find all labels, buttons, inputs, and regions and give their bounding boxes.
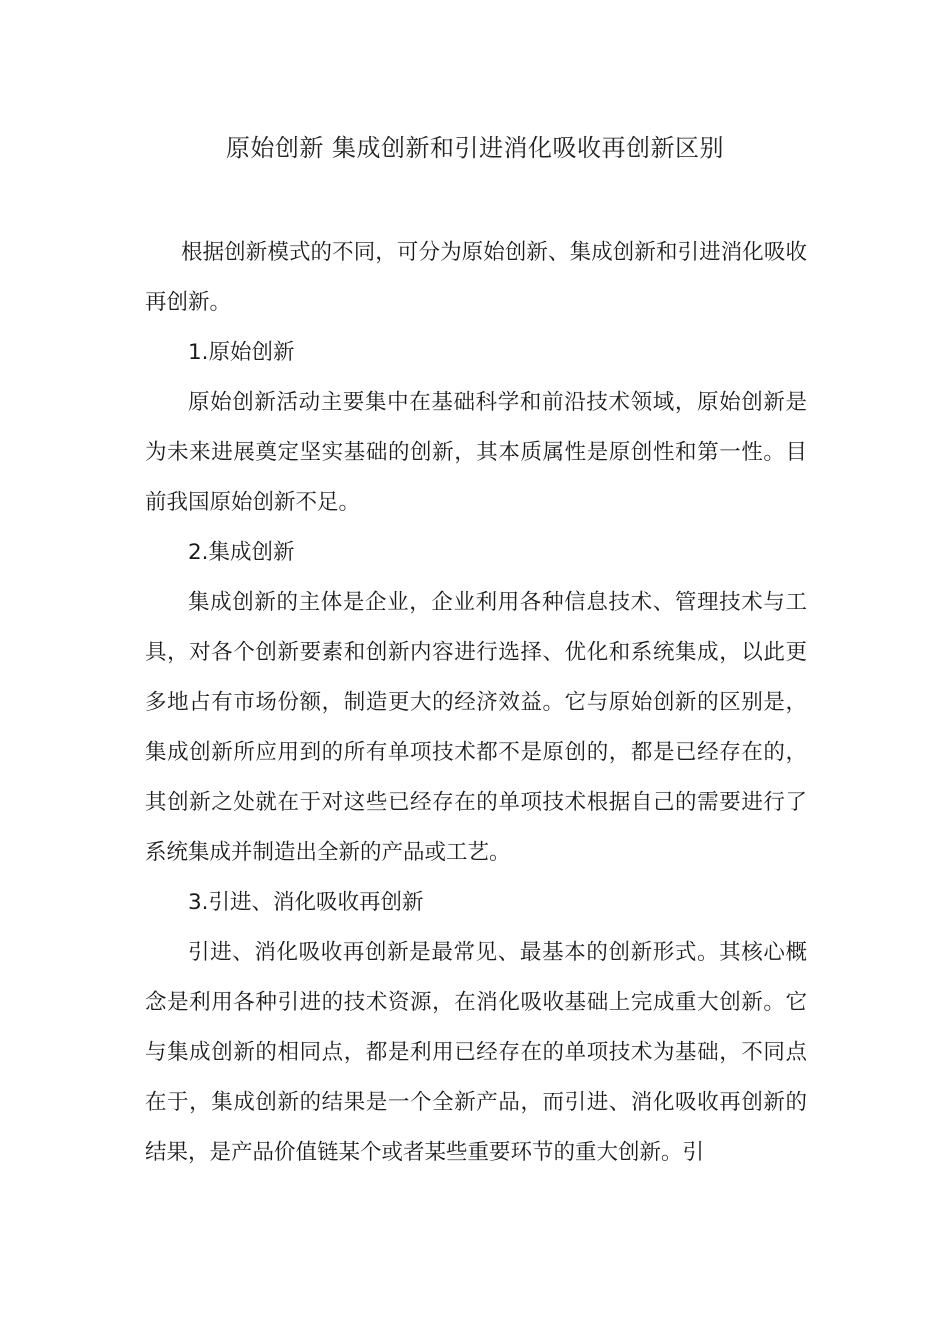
section-heading-import-reinnovation: 3.引进、消化吸收再创新 (188, 890, 424, 915)
document-title: 原始创新 集成创新和引进消化吸收再创新区别 (225, 134, 725, 162)
document-body (145, 228, 807, 1178)
section-body-import-reinnovation: 引进、消化吸收再创新是最常见、最基本的创新形式。其核心概念是利用各种引进的技术资源，在消化吸收基础上完成重大创新。它与集成创新的相同点，都是利用已经存在的单项技术为基础，不同点在于，集成创新的结果是一个全新产品，而引进、消化吸收再创新的结果，是产品价值链某个或者某些重要环节的重大创新。引 (145, 940, 807, 1165)
section-heading-integrated-innovation: 2.集成创新 (188, 540, 295, 565)
section-body-original-innovation: 原始创新活动主要集中在基础科学和前沿技术领域，原始创新是为未来进展奠定坚实基础的创新，其本质属性是原创性和第一性。目前我国原始创新不足。 (145, 390, 807, 515)
section-heading-original-innovation: 1.原始创新 (188, 340, 295, 365)
intro-paragraph: 根据创新模式的不同，可分为原始创新、集成创新和引进消化吸收再创新。 (145, 240, 807, 315)
section-body-integrated-innovation: 集成创新的主体是企业，企业利用各种信息技术、管理技术与工具，对各个创新要素和创新内容进行选择、优化和系统集成，以此更多地占有市场份额，制造更大的经济效益。它与原始创新的区别是，集成创新所应用到的所有单项技术都不是原创的，都是已经存在的，其创新之处就在于对这些已经存在的单项技术根据自己的需要进行了系统集成并制造出全新的产品或工艺。 (145, 590, 807, 865)
